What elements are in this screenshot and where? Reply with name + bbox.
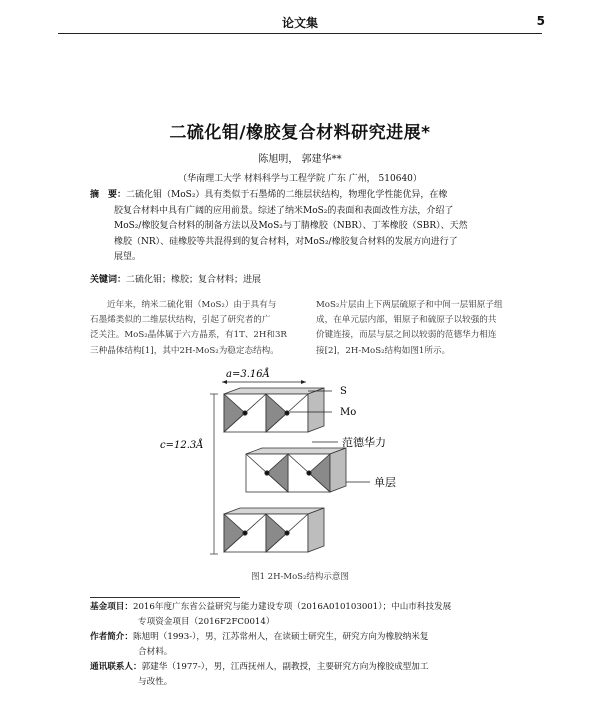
article-title: 二硫化钼/橡胶复合材料研究进展* (169, 123, 431, 143)
mo-atom (285, 411, 289, 415)
mos2-layer-top (224, 388, 324, 432)
page-number: 5 (536, 14, 545, 28)
footnote-label: 基金项目： (90, 602, 133, 612)
abstract-line: MoS₂/橡胶复合材料的制备方法以及MoS₂与丁腈橡胶（NBR）、丁苯橡胶（SBR）、天然 (114, 221, 468, 231)
mo-atom (243, 531, 247, 535)
lattice-c-label: c=12.3Å (160, 440, 204, 451)
keywords (90, 272, 261, 285)
body-line: 成，在单元层内部，钼原子和硫原子以较强的共 (316, 315, 497, 326)
label-mo: Mo (340, 407, 357, 418)
mo-atom (243, 411, 247, 415)
abstract-line: 胶复合材料中具有广阔的应用前景。综述了纳米MoS₂的表面和表面改性方法，介绍了 (114, 205, 454, 216)
label-vdw: 范德华力 (342, 436, 386, 449)
footnotes (90, 600, 520, 690)
header-rule (58, 33, 542, 34)
body-line: 近年来，纳米二硫化钼（MoS₂）由于具有与 (107, 300, 277, 310)
footnote-text: 郭建华（1977-），男，江西抚州人，副教授，主要研究方向为橡胶成型加工 (141, 662, 429, 672)
layer-top-side (308, 388, 324, 432)
footnote-label: 通讯联系人： (90, 662, 142, 672)
mo-atom (285, 531, 289, 535)
keywords-label: 关键词： (90, 275, 127, 285)
article-affiliation: （华南理工大学 材料科学与工程学院 广东 广州， 510640） (178, 174, 422, 184)
body-column-left (90, 298, 312, 359)
footnote-rule (90, 597, 240, 598)
layer-bottom-face (224, 508, 324, 514)
footnote-text: 陈旭明（1993-），男，江苏常州人，在读硕士研究生，研究方向为橡胶纳米复 (132, 632, 429, 642)
running-header-title: 论文集 (281, 16, 318, 30)
body-line: 石墨烯类似的二维层状结构，引起了研究者的广 (90, 315, 271, 326)
article-authors: 陈旭明， 郭建华** (258, 154, 342, 165)
layer-middle-side (330, 448, 346, 492)
figure-caption: 图1 2H-MoS₂结构示意图 (251, 572, 349, 582)
layer-bottom-side (308, 508, 324, 552)
body-line: 价键连接，而层与层之间以较弱的范德华力相连 (316, 330, 497, 341)
footnote-text: 专项资金项目（2016F2FC0014） (138, 617, 275, 627)
abstract-label: 摘 要： (90, 190, 127, 200)
body-line: 三种晶体结构[1]，其中2H-MoS₂为稳定态结构。 (90, 345, 279, 356)
abstract-line: 展望。 (114, 252, 142, 262)
footnote-text: 2016年度广东省公益研究与能力建设专项（2016A010103001）；中山市科技发展 (132, 602, 452, 612)
abstract-line (90, 188, 495, 204)
footnote-text: 合材料。 (138, 647, 173, 657)
body-line: MoS₂片层由上下两层硫原子和中间一层钼原子组 (316, 300, 503, 310)
mo-atom (265, 471, 269, 475)
abstract (90, 188, 495, 266)
abstract-line: 橡胶（NR）、硅橡胶等共混得到的复合材料，对MoS₂/橡胶复合材料的发展方向进行了 (114, 236, 458, 247)
mos2-layer-middle (246, 448, 346, 492)
body-line: 泛关注。MoS₂晶体属于六方晶系，有1T、2H和3R (90, 330, 287, 341)
footnote-contact (90, 660, 520, 675)
footnote-author (90, 630, 520, 645)
body-line: 接[2]，2H-MoS₂结构如图1所示。 (316, 345, 451, 356)
arrowhead-icon (301, 380, 306, 384)
keywords-text: 二硫化钼；橡胶；复合材料；进展 (126, 275, 262, 285)
arrowhead-icon (222, 380, 227, 384)
lattice-a-label: a=3.16Å (226, 369, 270, 380)
body-column-right (316, 298, 528, 359)
layer-middle-face (246, 448, 346, 454)
mos2-layer-bottom (224, 508, 324, 552)
footnote-text: 与改性。 (138, 677, 173, 687)
mos2-structure-figure (140, 364, 440, 564)
mo-atom (307, 471, 311, 475)
footnote-funding (90, 600, 520, 615)
label-s: S (340, 386, 347, 397)
label-single-layer: 单层 (374, 476, 396, 489)
footnote-label: 作者简介： (90, 632, 133, 642)
abstract-text: 二硫化钼（MoS₂）具有类似于石墨烯的二维层状结构，物理化学性能优异，在橡 (126, 190, 448, 200)
